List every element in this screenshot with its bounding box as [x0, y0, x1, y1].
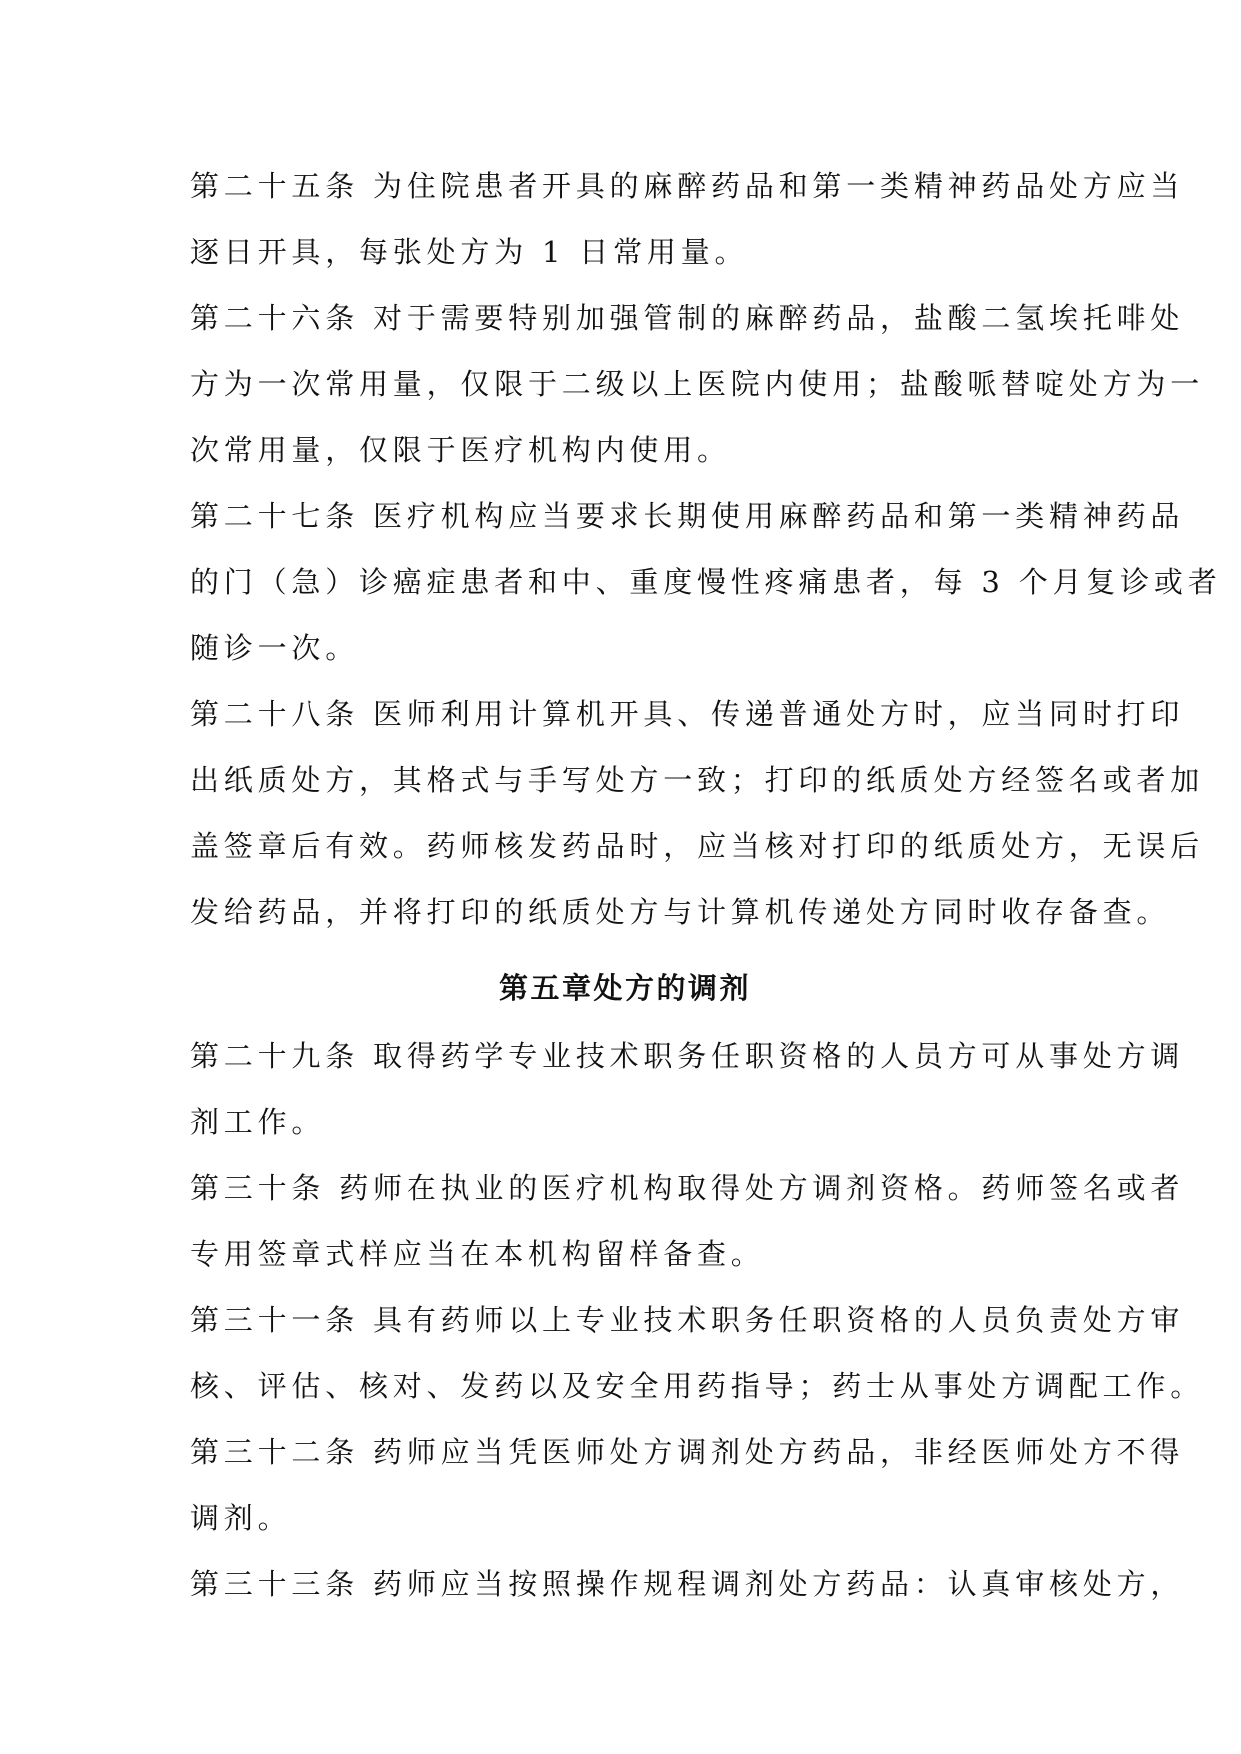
text-line: 第三十条 药师在执业的医疗机构取得处方调剂资格。药师签名或者 [190, 1171, 1185, 1205]
article-26 [190, 285, 1205, 483]
text-line: 专用签章式样应当在本机构留样备查。 [190, 1237, 765, 1271]
article-30 [190, 1155, 1185, 1287]
text-line: 次常用量，仅限于医疗机构内使用。 [190, 433, 731, 467]
text-line: 随诊一次。 [190, 631, 360, 665]
article-32 [190, 1419, 1185, 1551]
text-line: 方为一次常用量，仅限于二级以上医院内使用；盐酸哌替啶处方为一 [190, 367, 1205, 401]
article-29 [190, 1023, 1185, 1155]
text-line: 第二十五条 为住院患者开具的麻醉药品和第一类精神药品处方应当 [190, 169, 1185, 203]
article-28 [190, 681, 1205, 945]
article-31 [190, 1287, 1205, 1419]
document-body [190, 153, 1222, 1617]
text-line: 第二十八条 医师利用计算机开具、传递普通处方时，应当同时打印 [190, 697, 1185, 731]
chapter-heading: 第五章处方的调剂 [498, 971, 751, 1005]
article-25 [190, 153, 1185, 285]
text-line: 第二十六条 对于需要特别加强管制的麻醉药品，盐酸二氢埃托啡处 [190, 301, 1185, 335]
text-line: 剂工作。 [190, 1105, 326, 1139]
text-line: 第二十七条 医疗机构应当要求长期使用麻醉药品和第一类精神药品 [190, 499, 1185, 533]
text-line: 出纸质处方，其格式与手写处方一致；打印的纸质处方经签名或者加 [190, 763, 1205, 797]
text-line: 调剂。 [190, 1501, 292, 1535]
article-27 [190, 483, 1222, 681]
text-line: 第三十一条 具有药师以上专业技术职务任职资格的人员负责处方审 [190, 1303, 1185, 1337]
text-line: 发给药品，并将打印的纸质处方与计算机传递处方同时收存备查。 [190, 895, 1171, 929]
text-line: 第二十九条 取得药学专业技术职务任职资格的人员方可从事处方调 [190, 1039, 1185, 1073]
text-line: 的门（急）诊癌症患者和中、重度慢性疼痛患者，每 3 个月复诊或者 [190, 565, 1222, 599]
text-line: 逐日开具，每张处方为 1 日常用量。 [190, 235, 749, 269]
text-line: 第三十二条 药师应当凭医师处方调剂处方药品，非经医师处方不得 [190, 1435, 1185, 1469]
article-33 [190, 1551, 1185, 1617]
text-line: 核、评估、核对、发药以及安全用药指导；药士从事处方调配工作。 [190, 1369, 1205, 1403]
text-line: 第三十三条 药师应当按照操作规程调剂处方药品：认真审核处方， [190, 1567, 1185, 1601]
text-line: 盖签章后有效。药师核发药品时，应当核对打印的纸质处方，无误后 [190, 829, 1205, 863]
